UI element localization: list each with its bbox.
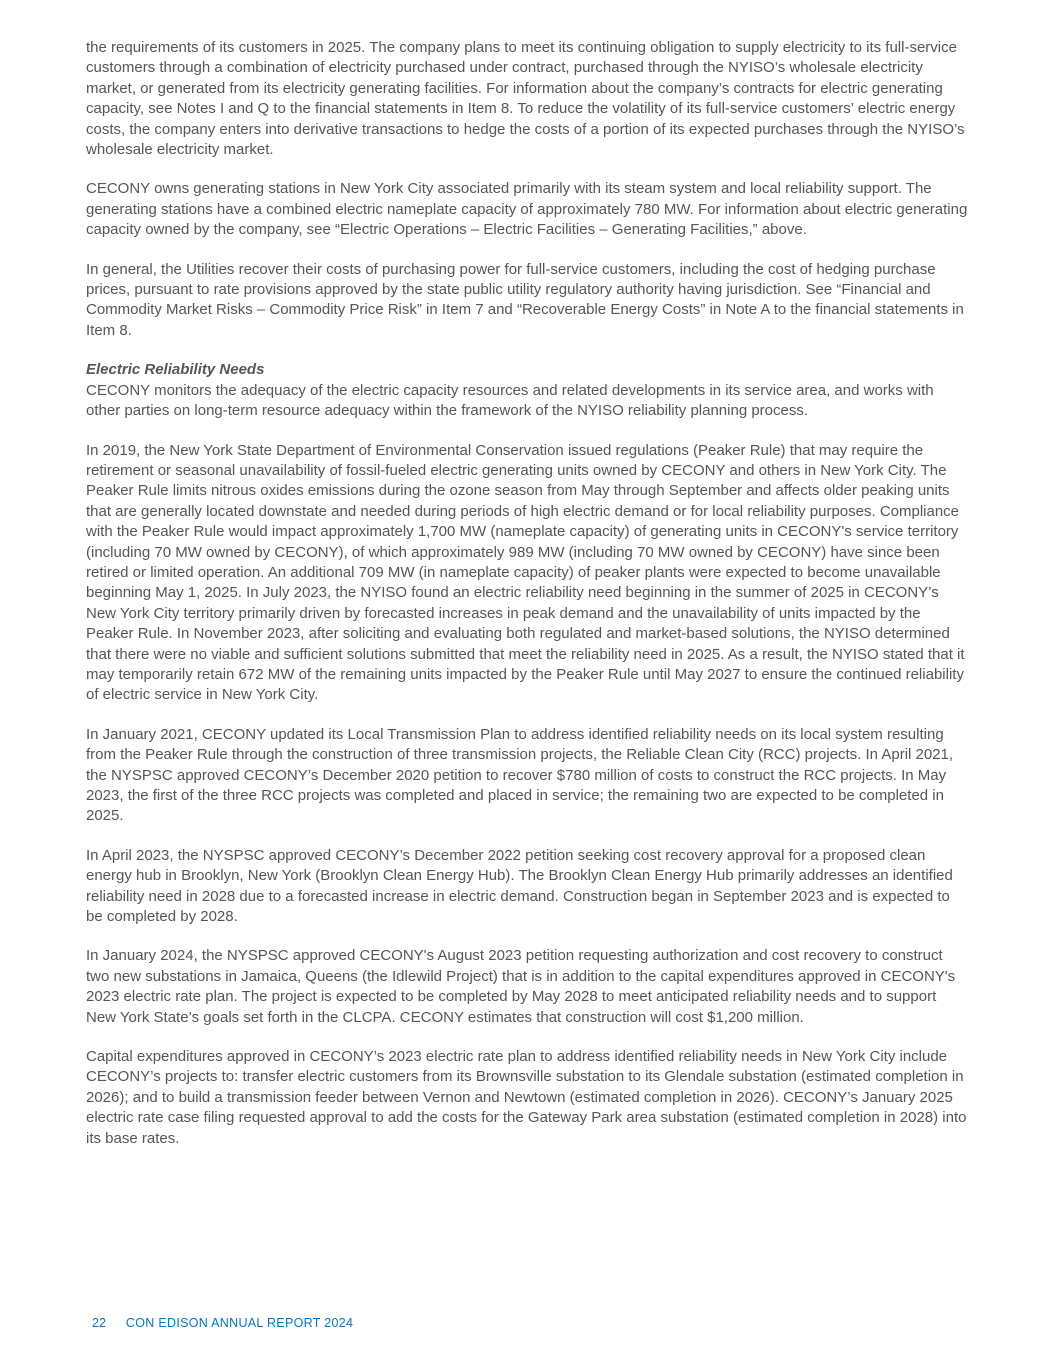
section-heading-electric-reliability-needs: Electric Reliability Needs — [86, 361, 265, 379]
paragraph-generating-stations: CECONY owns generating stations in New York City associated primarily with its steam system and local reliability support. The generating stations have a combined electric nameplate capacity of approximately 780 MW. For information about electric generating capacity owned by the company, see “Electric Operations – Electric Facilities – Generating Facilities,” above. — [86, 180, 968, 239]
page-number: 22 — [92, 1316, 106, 1330]
paragraph-idlewild-project: In January 2024, the NYSPSC approved CECONY's August 2023 petition requesting authorization and cost recovery to construct two new substations in Jamaica, Queens (the Idlewild Project) that is in addition to the capital expenditures approved in CECONY's 2023 electric rate plan. The project is expected to be completed by May 2028 to meet anticipated reliability needs and to support New York State’s goals set forth in the CLCPA. CECONY estimates that construction will cost $1,200 million. — [86, 947, 956, 1026]
paragraph-requirements: the requirements of its customers in 2025. The company plans to meet its continuing obligation to supply electricity to its full-service customers through a combination of electricity purchased under contract, purchased through the NYISO’s wholesale electricity market, or generated from its electricity generating facilities. For information about the company’s contracts for electric generating capacity, see Notes I and Q to the financial statements in Item 8. To reduce the volatility of its full-service customers’ electric energy costs, the company enters into derivative transactions to hedge the costs of a portion of its expected purchases through the NYISO’s wholesale electricity market. — [86, 39, 965, 159]
paragraph-local-transmission-plan: In January 2021, CECONY updated its Local Transmission Plan to address identified reliability needs on its local system resulting from the Peaker Rule through the construction of three transmission projects, the Reliable Clean City (RCC) projects. In April 2021, the NYSPSC approved CECONY’s December 2020 petition to recover $780 million of costs to construct the RCC projects. In May 2023, the first of the three RCC projects was completed and placed in service; the remaining two are expected to be completed in 2025. — [86, 725, 954, 825]
paragraph-cecony-monitors: CECONY monitors the adequacy of the electric capacity resources and related developments in its service area, and works with other parties on long-term resource adequacy within the framework of the NYISO reliability planning process. — [86, 381, 934, 420]
paragraph-peaker-rule: In 2019, the New York State Department of Environmental Conservation issued regulations (Peaker Rule) that may require the retirement or seasonal unavailability of fossil-fueled electric generating units owned by CECONY and others in New York City. The Peaker Rule limits nitrous oxides emissions during the ozone season from May through September and affects older peaking units that are generally located downstate and needed during periods of high electric demand or for local reliability purposes. Compliance with the Peaker Rule would impact approximately 1,700 MW (nameplate capacity) of generating units in CECONY's service territory (including 70 MW owned by CECONY), of which approximately 989 MW (including 70 MW owned by CECONY) have since been retired or limited operation. An additional 709 MW (in nameplate capacity) of peaker plants were expected to become unavailable beginning May 1, 2025. In July 2023, the NYISO found an electric reliability need beginning in the summer of 2025 in CECONY’s New York City territory primarily driven by forecasted increases in peak demand and the unavailability of units impacted by the Peaker Rule. In November 2023, after soliciting and evaluating both regulated and market-based solutions, the NYISO determined that there were no viable and sufficient solutions submitted that meet the reliability need in 2025. As a result, the NYISO stated that it may temporarily retain 672 MW of the remaining units impacted by the Peaker Rule until May 2027 to ensure the continued reliability of electric service in New York City. — [86, 441, 965, 704]
page-content — [86, 38, 968, 1168]
report-title: CON EDISON ANNUAL REPORT 2024 — [125, 1316, 354, 1330]
paragraph-brooklyn-clean-energy-hub: In April 2023, the NYSPSC approved CECONY’s December 2022 petition seeking cost recovery approval for a proposed clean energy hub in Brooklyn, New York (Brooklyn Clean Energy Hub). The Brooklyn Clean Energy Hub primarily addresses an identified reliability need in 2028 due to a forecasted increase in electric demand. Construction began in September 2023 and is expected to be completed by 2028. — [86, 846, 953, 926]
paragraph-capital-expenditures: Capital expenditures approved in CECONY’s 2023 electric rate plan to address identified reliability needs in New York City include CECONY’s projects to: transfer electric customers from its Brownsville substation to its Glendale substation (estimated completion in 2026); and to build a transmission feeder between Vernon and Newtown (estimated completion in 2026). CECONY’s January 2025 electric rate case filing requested approval to add the costs for the Gateway Park area substation (estimated completion in 2028) into its base rates. — [86, 1048, 967, 1147]
page-footer — [92, 1316, 353, 1331]
paragraph-utilities-recover: In general, the Utilities recover their costs of purchasing power for full-service customers, including the cost of hedging purchase prices, pursuant to rate provisions approved by the state public utility regulatory authority having jurisdiction. See “Financial and Commodity Market Risks – Commodity Price Risk” in Item 7 and “Recoverable Energy Costs” in Note A to the financial statements in Item 8. — [86, 260, 964, 339]
